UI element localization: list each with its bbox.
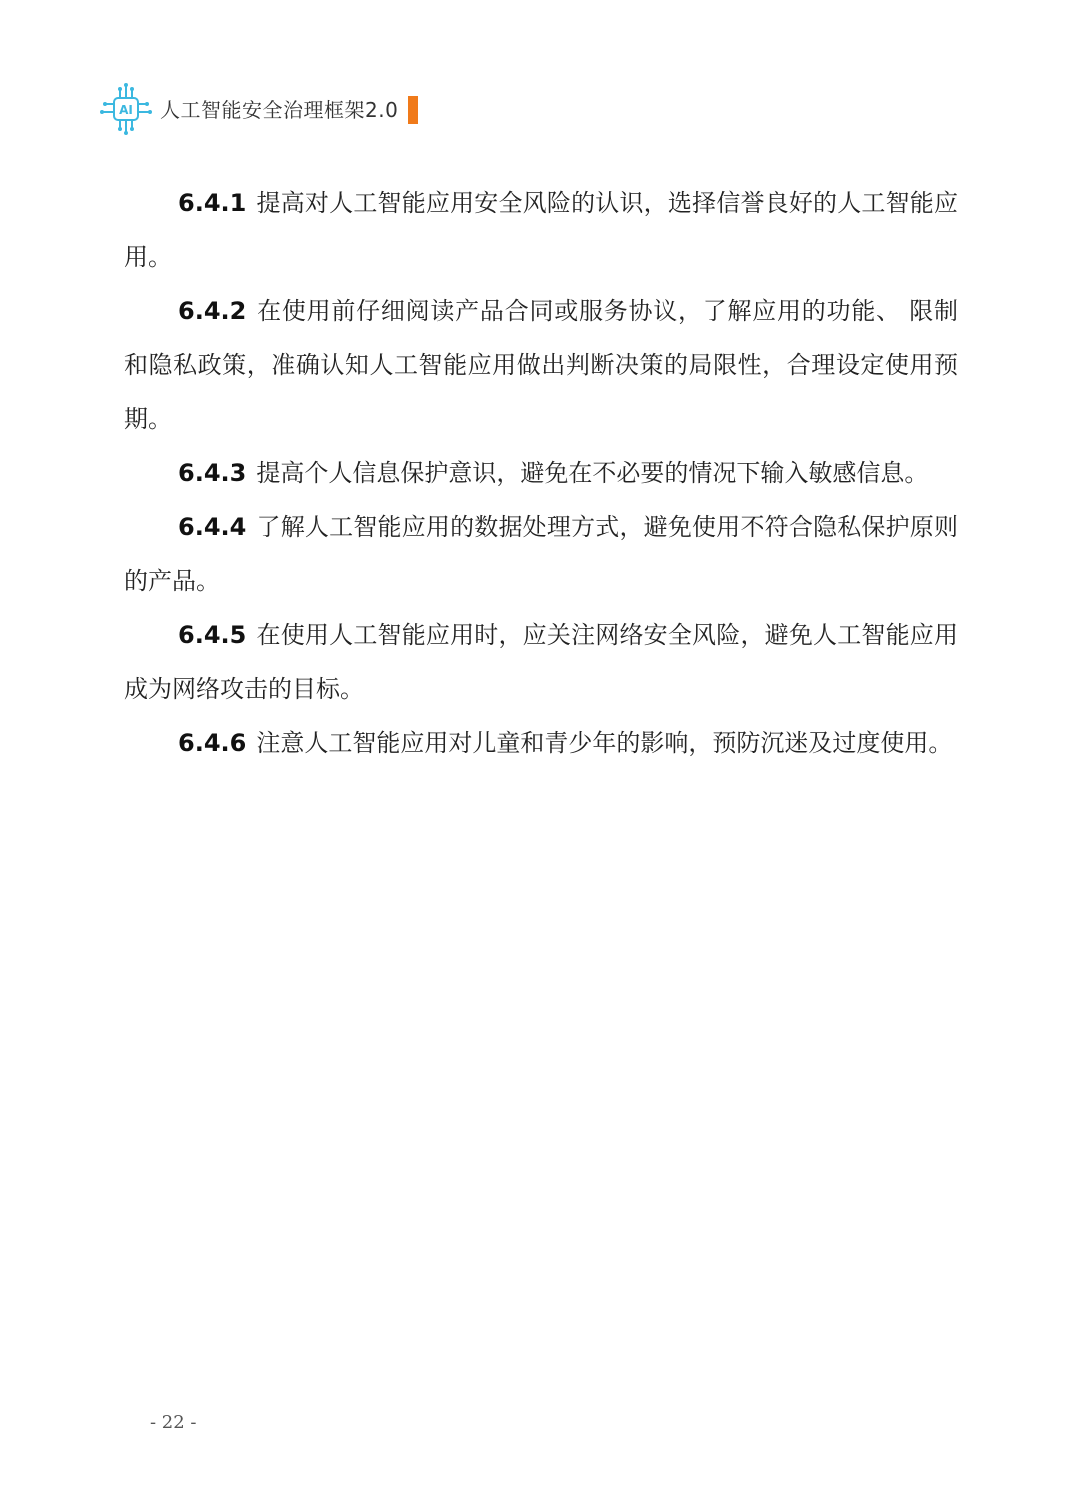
paragraph-text: 注意人工智能应用对儿童和青少年的影响，预防沉迷及过度使用。 xyxy=(256,729,953,757)
paragraph-6-4-3 xyxy=(124,446,958,500)
paragraph-6-4-6 xyxy=(124,716,958,770)
paragraph-6-4-4 xyxy=(124,500,958,608)
paragraph-6-4-5 xyxy=(124,608,958,716)
paragraph-6-4-2 xyxy=(124,284,958,446)
main-content xyxy=(124,176,958,770)
header-accent-bar xyxy=(408,96,418,124)
section-number: 6.4.1 xyxy=(178,189,247,217)
section-number: 6.4.5 xyxy=(178,621,247,649)
paragraph-text: 提高对人工智能应用安全风险的认识，选择信誉良好的人工智能应用。 xyxy=(124,189,958,271)
section-number: 6.4.3 xyxy=(178,459,247,487)
paragraph-text: 在使用前仔细阅读产品合同或服务协议，了解应用的功能、 限制和隐私政策，准确认知人工智能应用做出判断决策的局限性，合理设定使用预期。 xyxy=(124,297,958,433)
logo-text: AI xyxy=(119,103,133,117)
section-number: 6.4.6 xyxy=(178,729,247,757)
page-header xyxy=(100,80,418,140)
document-title: 人工智能安全治理框架2.0 xyxy=(160,98,399,122)
page-number: - 22 - xyxy=(150,1412,197,1433)
section-number: 6.4.4 xyxy=(178,513,247,541)
paragraph-6-4-1 xyxy=(124,176,958,284)
ai-chip-logo-icon xyxy=(100,82,152,138)
paragraph-text: 提高个人信息保护意识，避免在不必要的情况下输入敏感信息。 xyxy=(256,459,929,487)
paragraph-text: 了解人工智能应用的数据处理方式，避免使用不符合隐私保护原则的产品。 xyxy=(124,513,958,595)
section-number: 6.4.2 xyxy=(178,297,247,325)
paragraph-text: 在使用人工智能应用时，应关注网络安全风险，避免人工智能应用成为网络攻击的目标。 xyxy=(124,621,958,703)
